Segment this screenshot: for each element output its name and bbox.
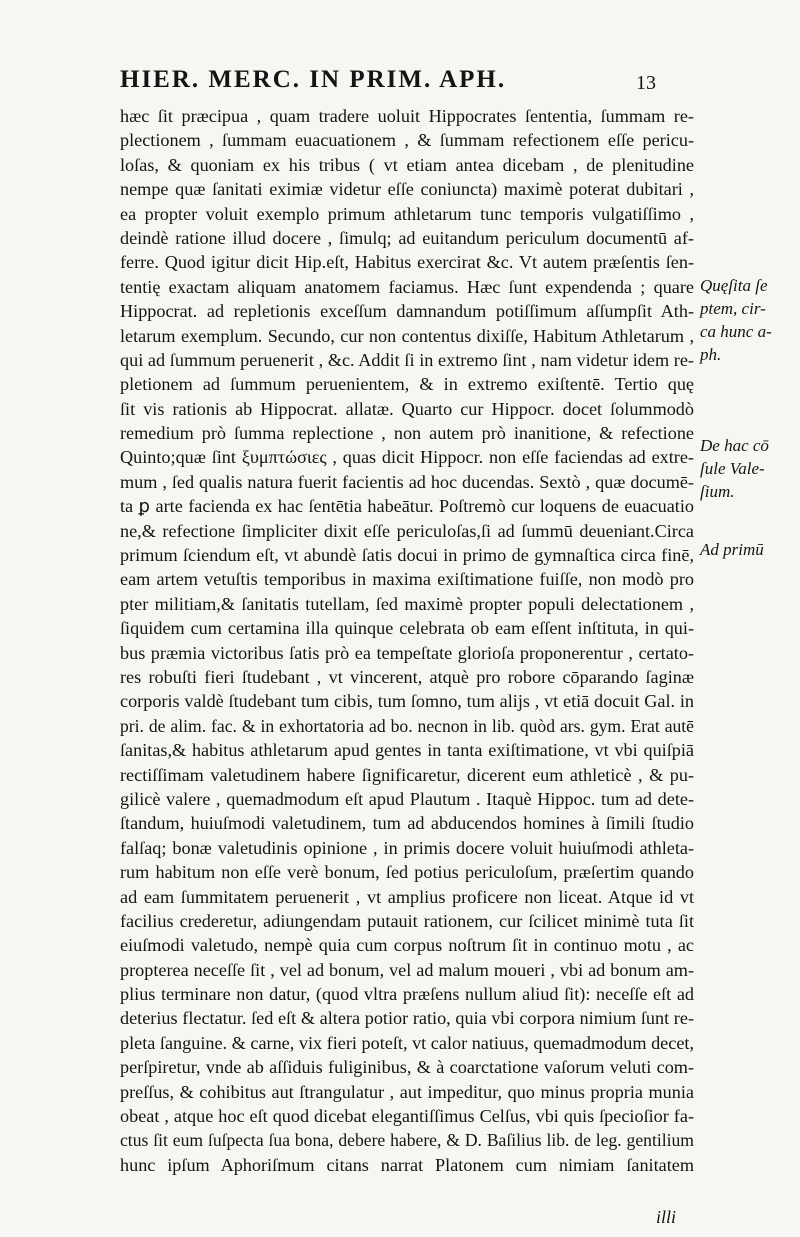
- text-line: ſtandum, huiuſmodi valetudinem, tum ad abducendos homines à ſimili ſtudio: [120, 813, 694, 834]
- text-line: preſſus, & cohibitus aut ſtrangulatur , aut impeditur, quo minus propria munia: [120, 1081, 694, 1102]
- text-line: hunc ipſum Aphoriſmum citans narrat Platonem cum nimiam ſanitatem: [120, 1154, 694, 1175]
- text-line: ſanitas,& habitus athletarum apud gentes in tanta exiſtimatione, vt vbi quiſpiā: [120, 740, 694, 761]
- text-line: ctus ſit eum ſuſpecta ſua bona, debere habere, & D. Baſilius lib. de leg. gentilium: [120, 1130, 694, 1151]
- catchword: illi: [656, 1207, 677, 1227]
- text-line: ad eam ſummitatem peruenerit , vt amplius proficere non liceat. Atque id vt: [120, 886, 694, 907]
- text-line: ea propter voluit exemplo primum athletarum tunc temporis vulgatiſſimo ,: [120, 203, 694, 224]
- page-number: 13: [636, 72, 656, 94]
- margin-note-line: Quęſita ſe: [700, 276, 768, 295]
- text-line: primum ſciendum eſt, vt abundè ſatis docui in primo de gymnaſtica circa finē,: [120, 545, 694, 566]
- text-line: perſpiretur, vnde ab aſſiduis fuliginibus, & à coarctatione vaſorum veluti com-: [120, 1057, 694, 1078]
- text-line: ſiquidem cum certamina illa quinque celebrata ob eam eſſent inſtituta, in qui-: [120, 618, 694, 639]
- margin-note-line: ſium.: [700, 482, 735, 501]
- text-line: deindè ratione illud docere , ſimulq; ad euitandum periculum documentū af-: [120, 227, 694, 248]
- text-line: corporis valdè ſtudebant tum cibis, tum ſomno, tum alijs , vt etiā docuit Gal. in: [120, 691, 694, 712]
- text-line: deterius flectatur. ſed eſt & altera potior ratio, quia vbi corpora nimium ſunt re-: [120, 1008, 694, 1029]
- text-line: ne,& refectione ſimpliciter dixit eſſe periculoſas,ſi ad ſummū deueniant.Circa: [120, 520, 694, 541]
- text-line: hæc ſit præcipua , quam tradere uoluit Hippocrates ſententia, ſummam re-: [120, 106, 694, 126]
- text-line: loſas, & quoniam ex his tribus ( vt etiam antea dicebam , de plenitudine: [120, 154, 694, 175]
- running-head: HIER. MERC. IN PRIM. APH.: [120, 66, 507, 93]
- text-line: falſaq; bonæ valetudinis opinione , in primis docere voluit huiuſmodi athleta-: [120, 837, 694, 858]
- text-line: propterea neceſſe ſit , vel ad bonum, vel ad malum moueri , vbi ad bonum am-: [120, 959, 694, 980]
- text-line: eiuſmodi valetudo, nempè quia cum corpus noſtrum ſit in continuo motu , ac: [120, 935, 694, 956]
- text-line: bus præmia victoribus ſatis prò ea tempeſtate glorioſa proponerentur , certato-: [120, 642, 694, 663]
- margin-note-valesium: [700, 434, 798, 503]
- text-line: remedium prò ſumma replectione , non autem prò inanitione, & refectione: [120, 423, 694, 444]
- text-line: obeat , atque hoc eſt quod dicebat elegantiſſimus Celſus, vbi quis ſpecioſior fa-: [120, 1106, 694, 1127]
- text-line: plectionem , ſummam euacuationem , & ſummam refectionem eſſe pericu-: [120, 130, 694, 151]
- margin-note-ad-primum: [700, 538, 798, 561]
- text-line: rum habitum non eſſe verè bonum, ſed potius periculoſum, præſertim quando: [120, 862, 694, 883]
- margin-note-line: Ad primū: [700, 540, 764, 559]
- text-line: pletionem ad ſummum peruenientem, & in extremo exiſtentē. Tertio quę: [120, 374, 694, 395]
- text-line: facilius crederetur, adiungendam putauit rationem, cur ſcilicet minimè tuta ſit: [120, 910, 694, 931]
- text-line: eam artem vetuſtis temporibus in maxima exiſtimatione fuiſſe, non modò pro: [120, 569, 694, 590]
- margin-note-line: ca hunc a-: [700, 322, 772, 341]
- text-line: ta ꝑ arte facienda ex hac ſentētia habeātur. Poſtremò cur loquens de euacuatio: [120, 496, 694, 517]
- text-line: mum , ſed qualis natura fuerit facientis ad hoc ducendas. Sextò , quæ documē-: [120, 471, 694, 492]
- text-line: Quinto;quæ ſint ξυμπτώσιες , quas dicit Hippocr. non eſſe faciendas ad extre-: [120, 447, 694, 468]
- text-line: pri. de alim. fac. & in exhortatoria ad bo. necnon in lib. quòd ars. gym. Erat autē: [120, 715, 694, 736]
- text-line: Hippocrat. ad repletionis exceſſum damnandum potiſſimum aſſumpſit Ath-: [120, 301, 694, 322]
- text-line: plius terminare non datur, (quod vltra præſens nullum aliud ſit): neceſſe eſt ad: [120, 984, 694, 1005]
- margin-note-line: ph.: [700, 345, 722, 364]
- text-line: letarum exemplum. Secundo, cur non contentus dixiſſe, Habitum Athletarum ,: [120, 325, 694, 346]
- margin-note-line: ſule Vale-: [700, 459, 765, 478]
- margin-note-line: ptem, cir-: [700, 299, 766, 318]
- text-line: ſit vis rationis ab Hippocrat. allatæ. Quarto cur Hippocr. docet ſolummodò: [120, 398, 694, 419]
- text-line: pter militiam,& ſanitatis tutellam, ſed maximè propter populi delectationem ,: [120, 593, 694, 614]
- margin-note-line: De hac cō: [700, 436, 769, 455]
- text-line: tentię exactam aliquam anatomem faciamus. Hæc ſunt expendenda ; quare: [120, 276, 694, 297]
- text-line: pleta ſanguine. & carne, vix fieri poteſt, vt calor natiuus, quemadmodum decet,: [120, 1032, 694, 1053]
- text-line: qui ad ſummum peruenerit , &c. Addit ſi in extremo ſint , nam videtur idem re-: [120, 349, 694, 370]
- body-text: [120, 104, 694, 1177]
- text-line: res robuſti fieri ſtudebant , vt vincerent, atquè pro robore cōparando ſaginæ: [120, 666, 694, 687]
- text-line: rectiſſimam valetudinem habere ſignificaretur, dicerent eum athleticè , & pu-: [120, 764, 694, 785]
- text-line: nempe quæ ſanitati eximiæ videtur eſſe coniuncta) maximè poterat dubitari ,: [120, 179, 694, 200]
- text-line: ferre. Quod igitur dicit Hip.eſt, Habitus exercirat &c. Vt autem præſentis ſen-: [120, 252, 694, 273]
- text-line: gilicè valere , quemadmodum eſt apud Plautum . Itaquè Hippoc. tum ad dete-: [120, 788, 694, 809]
- margin-note-questions: [700, 274, 798, 366]
